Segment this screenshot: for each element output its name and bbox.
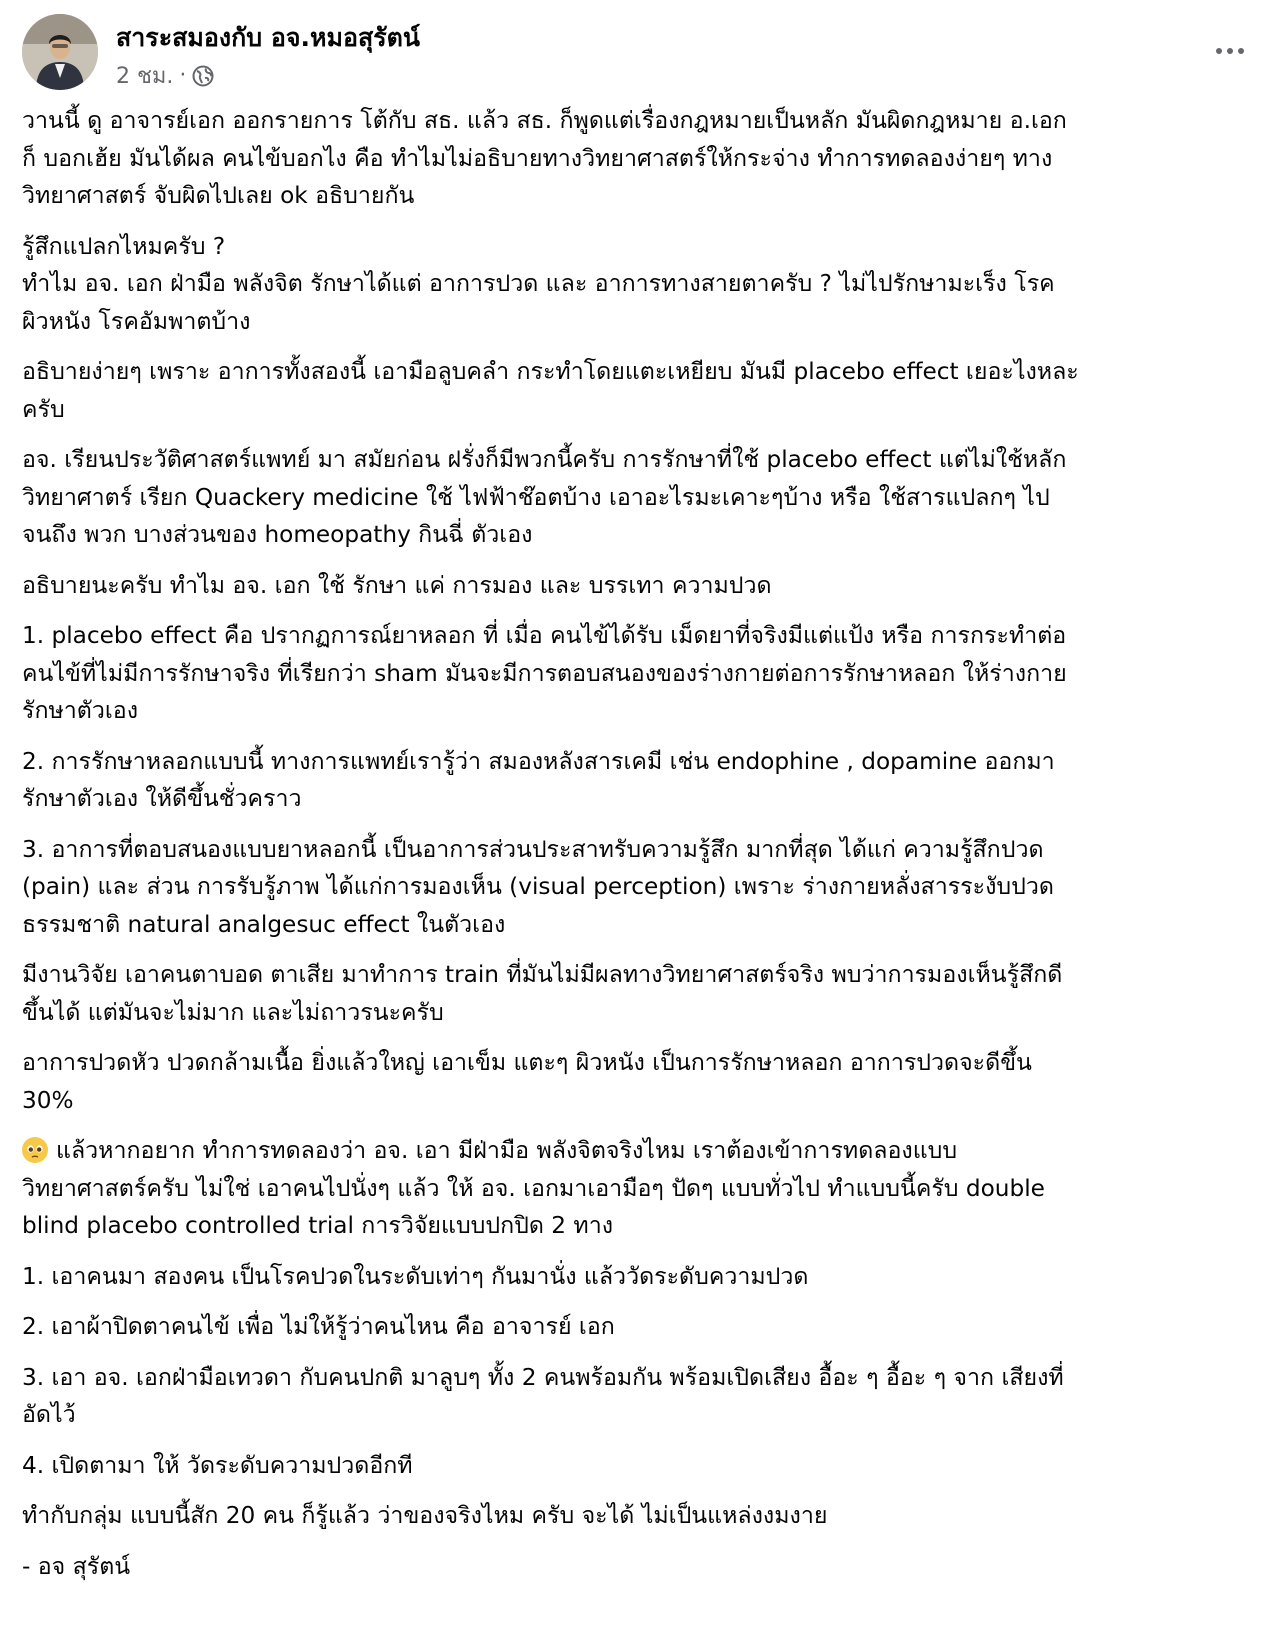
paragraph: อธิบายง่ายๆ เพราะ อาการทั้งสองนี้ เอามือลูบคลำ กระทำโดยแตะเหยียบ มันมี placebo effect เยอะไงหละ ครับ [22, 358, 1079, 423]
paragraph: มีงานวิจัย เอาคนตาบอด ตาเสีย มาทำการ train ที่มันไม่มีผลทางวิทยาศาสตร์จริง พบว่าการมองเห็นรู้สึกดี ขึ้นได้ แต่มันจะไม่มาก และไม่ถาวรนะครับ [22, 961, 1063, 1026]
more-options-button[interactable] [1208, 36, 1252, 66]
globe-icon[interactable] [192, 65, 214, 87]
paragraph: รู้สึกแปลกไหมครับ ? ทำไม อจ. เอก ฝ่ามือ พลังจิต รักษาได้แต่ อาการปวด และ อาการทางสายตาครับ ? ไม่ไปรักษามะเร็ง โรค ผิวหนัง โรคอัมพาตบ้าง [22, 232, 1055, 335]
author-name[interactable]: สาระสมองกับ อจ.หมอสุรัตน์ [116, 23, 420, 52]
paragraph: 2. การรักษาหลอกแบบนี้ ทางการแพทย์เรารู้ว่า สมองหลังสารเคมี เช่น endophine , dopamine ออกมา รักษาตัวเอง ให้ดีขึ้นชั่วคราว [22, 747, 1055, 812]
paragraph: ทำกับกลุ่ม แบบนี้สัก 20 คน ก็รู้แล้ว ว่าของจริงไหม ครับ จะได้ ไม่เป็นแหล่งงมงาย [22, 1502, 828, 1529]
more-options-icon [1216, 48, 1222, 54]
meta-separator: · [179, 63, 187, 88]
paragraph-text: แล้วหากอยาก ทำการทดลองว่า อจ. เอา มีฝ่ามือ พลังจิตจริงไหม เราต้องเข้าการทดลองแบบ วิทยาศาสตร์ครับ ไม่ใช่ เอาคนไปนั่งๆ แล้ว ให้ อจ. เอกมาเอามือๆ ปัดๆ แบบทั่วไป ทำแบบนี้ครับ double blind placebo controlled trial การวิจัยแบบปกปิด 2 ทาง [22, 1137, 1045, 1239]
post-body [22, 102, 1262, 1598]
post-time[interactable]: 2 ชม. [116, 64, 174, 89]
signature: - อจ สุรัตน์ [22, 1552, 131, 1580]
pleading-face-emoji-icon [22, 1137, 48, 1163]
paragraph: อาการปวดหัว ปวดกล้ามเนื้อ ยิ่งแล้วใหญ่ เอาเข็ม แตะๆ ผิวหนัง เป็นการรักษาหลอก อาการปวดจะดีขึ้น 30% [22, 1049, 1032, 1114]
paragraph-with-emoji [22, 1132, 1262, 1245]
paragraph: 3. เอา อจ. เอกฝ่ามือเทวดา กับคนปกติ มาลูบๆ ทั้ง 2 คนพร้อมกัน พร้อมเปิดเสียง อื้อะ ๆ อื้อะ ๆ จาก เสียงที่ อัดไว้ [22, 1363, 1064, 1428]
paragraph: 3. อาการที่ตอบสนองแบบยาหลอกนี้ เป็นอาการส่วนประสาทรับความรู้สึก มากที่สุด ได้แก่ ความรู้สึกปวด (pain) และ ส่วน การรับรู้ภาพ ได้แก่การมองเห็น (visual perception) เพราะ ร่างกายหลั่งสารระงับปวด ธรรมชาติ natural analgesuc effect ในตัวเอง [22, 835, 1054, 938]
paragraph: 4. เปิดตามา ให้ วัดระดับความปวดอีกที [22, 1451, 413, 1479]
post-meta [116, 58, 214, 93]
author-avatar[interactable] [22, 14, 98, 90]
paragraph: 1. เอาคนมา สองคน เป็นโรคปวดในระดับเท่าๆ กันมานั่ง แล้ววัดระดับความปวด [22, 1262, 809, 1290]
paragraph: อจ. เรียนประวัติศาสตร์แพทย์ มา สมัยก่อน ฝรั่งก็มีพวกนี้ครับ การรักษาที่ใช้ placebo effect แต่ไม่ใช้หลัก วิทยาศาตร์ เรียก Quackery medicine ใช้ ไฟฟ้าช๊อตบ้าง เอาอะไรมะเคาะๆบ้าง หรือ ใช้สารแปลกๆ ไป จนถึง พวก บางส่วนของ homeopathy กินฉี่ ตัวเอง [22, 446, 1067, 548]
paragraph: 2. เอาผ้าปิดตาคนไข้ เพื่อ ไม่ให้รู้ว่าคนไหน คือ อาจารย์ เอก [22, 1313, 615, 1340]
avatar-photo [22, 14, 98, 90]
paragraph: 1. placebo effect คือ ปรากฏการณ์ยาหลอก ที่ เมื่อ คนไข้ได้รับ เม็ดยาที่จริงมีแต่แป้ง หรือ การกระทำต่อ คนไข้ที่ไม่มีการรักษาจริง ที่เรียกว่า sham มันจะมีการตอบสนองของร่างกายต่อการรักษาหลอก ให้ร่างกาย รักษาตัวเอง [22, 622, 1067, 724]
paragraph: วานนี้ ดู อาจารย์เอก ออกรายการ โต้กับ สธ. แล้ว สธ. ก็พูดแต่เรื่องกฎหมายเป็นหลัก มันผิดกฎหมาย อ.เอก ก็ บอกเฮ้ย มันได้ผล คนไข้บอกไง คือ ทำไมไม่อธิบายทางวิทยาศาสตร์ให้กระจ่าง ทำการทดลองง่ายๆ ทาง วิทยาศาสตร์ จับผิดไปเลย ok อธิบายกัน [22, 107, 1067, 209]
post-header [22, 14, 1258, 92]
paragraph: อธิบายนะครับ ทำไม อจ. เอก ใช้ รักษา แค่ การมอง และ บรรเทา ความปวด [22, 571, 772, 599]
